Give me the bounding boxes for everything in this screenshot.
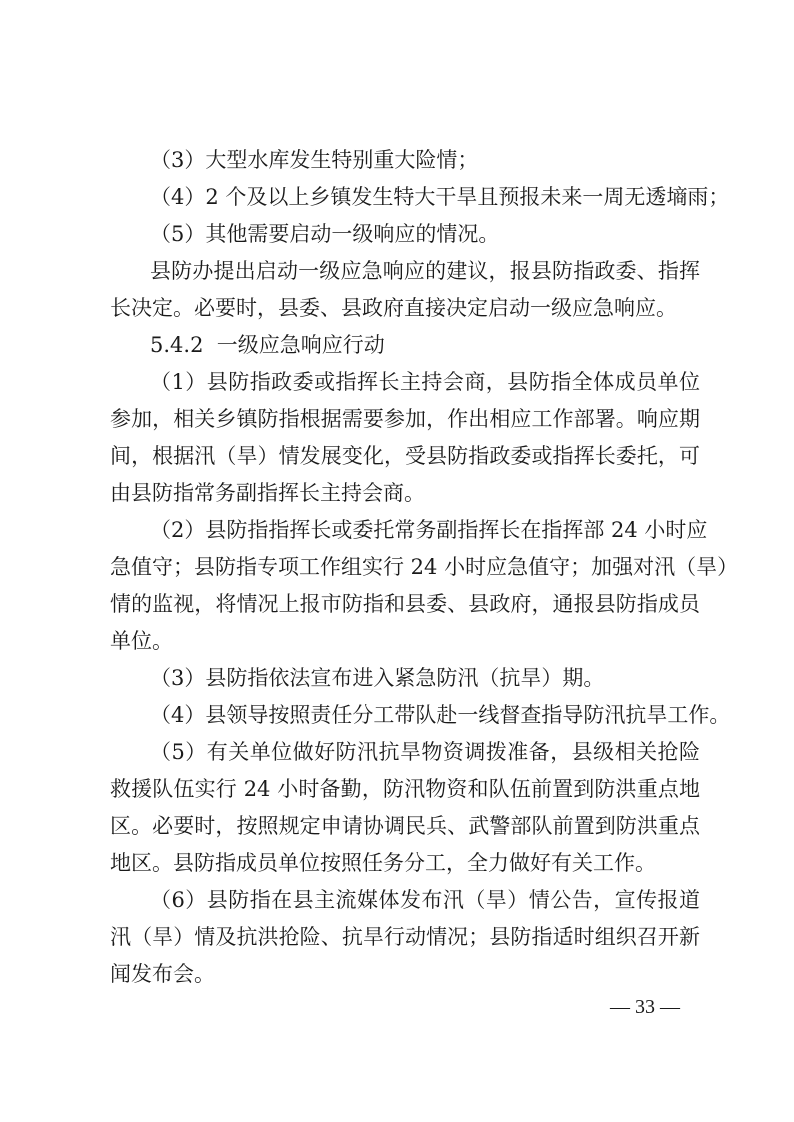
section-heading: 5.4.2 一级应急响应行动: [150, 333, 385, 357]
text-line-14: 单位。: [110, 629, 173, 653]
text-line-5: 长决定。必要时，县委、县政府直接决定启动一级应急响应。: [110, 296, 677, 320]
text-line-20: 地区。县防指成员单位按照任务分工，全力做好有关工作。: [110, 851, 656, 875]
text-line-8: 参加，相关乡镇防指根据需要参加，作出相应工作部署。响应期: [110, 407, 700, 431]
text-line-3: （5）其他需要启动一级响应的情况。: [150, 222, 500, 246]
text-line-19: 区。必要时，按照规定申请协调民兵、武警部队前置到防洪重点: [110, 814, 700, 838]
text-line-13: 情的监视，将情况上报市防指和县委、县政府，通报县防指成员: [110, 592, 700, 616]
text-line-15: （3）县防指依法宣布进入紧急防汛（抗旱）期。: [150, 666, 605, 690]
text-line-17: （5）有关单位做好防汛抗旱物资调拨准备，县级相关抢险: [150, 740, 700, 764]
text-line-9: 间，根据汛（旱）情发展变化，受县防指政委或指挥长委托，可: [110, 444, 700, 468]
text-line-22: 汛（旱）情及抗洪抢险、抗旱行动情况；县防指适时组织召开新: [110, 925, 700, 949]
page-number: — 33 —: [610, 996, 680, 1018]
text-line-12: 急值守；县防指专项工作组实行 24 小时应急值守；加强对汛（旱）: [110, 555, 739, 579]
text-line-2: （4）2 个及以上乡镇发生特大干旱且预报未来一周无透墒雨；: [150, 185, 730, 209]
text-line-4: 县防办提出启动一级应急响应的建议，报县防指政委、指挥: [150, 259, 700, 283]
text-line-1: （3）大型水库发生特别重大险情；: [150, 148, 479, 172]
text-line-18: 救援队伍实行 24 小时备勤，防汛物资和队伍前置到防洪重点地: [110, 777, 700, 801]
text-line-16: （4）县领导按照责任分工带队赴一线督查指导防汛抗旱工作。: [150, 703, 731, 727]
text-line-7: （1）县防指政委或指挥长主持会商，县防指全体成员单位: [150, 370, 700, 394]
text-line-23: 闻发布会。: [110, 962, 215, 986]
text-line-10: 由县防指常务副指挥长主持会商。: [110, 481, 425, 505]
text-line-21: （6）县防指在县主流媒体发布汛（旱）情公告，宣传报道: [150, 888, 700, 912]
text-line-11: （2）县防指指挥长或委托常务副指挥长在指挥部 24 小时应: [150, 518, 708, 542]
